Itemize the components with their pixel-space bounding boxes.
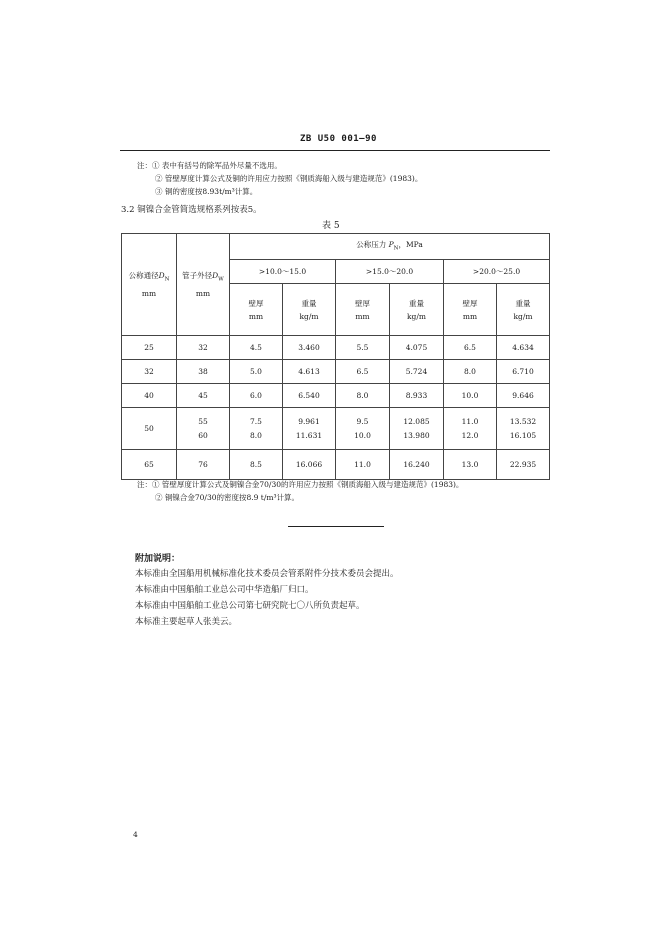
cell: 3.460 (283, 336, 336, 360)
page-number: 4 (133, 830, 138, 839)
cell-dw: 60 (177, 429, 230, 450)
cell: 9.5 (336, 408, 390, 429)
table-row (122, 336, 550, 360)
additional-notes-title: 附加说明： (135, 554, 181, 564)
cell: 4.5 (230, 336, 283, 360)
bottom-note-2: ② 铜镍合金70/30的密度按8.9 t/m³计算。 (155, 493, 299, 502)
cell-dw: 38 (177, 360, 230, 384)
cell: 11.0 (444, 408, 497, 429)
separator-rule (288, 526, 384, 527)
cell: 8.5 (230, 450, 283, 480)
cell: 12.0 (444, 429, 497, 450)
cell: 6.0 (230, 384, 283, 408)
additional-line-2: 本标准由中国船舶工业总公司中华造船厂归口。 (135, 585, 314, 595)
table-row (122, 360, 550, 384)
cell-dn: 40 (122, 384, 177, 408)
wall-header: 壁厚 mm (444, 284, 497, 336)
pressure-range-1: >10.0～15.0 (230, 260, 336, 284)
wall-header: 壁厚 mm (230, 284, 283, 336)
weight-header: 重量 kg/m (283, 284, 336, 336)
cell: 9.646 (497, 384, 550, 408)
cell-dw: 45 (177, 384, 230, 408)
cell: 9.961 (283, 408, 336, 429)
spec-table (121, 233, 550, 480)
additional-line-1: 本标准由全国船用机械标准化技术委员会管系附件分技术委员会提出。 (135, 569, 399, 579)
table-row (122, 450, 550, 480)
cell: 6.5 (444, 336, 497, 360)
cell: 8.0 (336, 384, 390, 408)
cell-dn: 32 (122, 360, 177, 384)
additional-line-4: 本标准主要起草人张美云。 (135, 617, 238, 627)
pressure-header: 公称压力 $P_N$，MPa (230, 234, 550, 260)
cell-dn: 25 (122, 336, 177, 360)
weight-header: 重量 kg/m (390, 284, 444, 336)
pressure-range-3: >20.0～25.0 (444, 260, 550, 284)
header-rule (120, 150, 550, 151)
cell-dw: 32 (177, 336, 230, 360)
cell: 6.540 (283, 384, 336, 408)
cell: 16.066 (283, 450, 336, 480)
top-note-2: ② 管壁厚度计算公式及铜的许用应力按照《钢质海船入级与建造规范》(1983)。 (155, 174, 423, 183)
bottom-note-1: 注：① 管壁厚度计算公式及铜镍合金70/30的许用应力按照《钢质海船入级与建造规范》(1983)。 (137, 480, 464, 489)
cell: 13.980 (390, 429, 444, 450)
top-note-1: 注：① 表中有括号的除军品外尽量不选用。 (137, 161, 282, 170)
cell: 12.085 (390, 408, 444, 429)
standard-number: ZB U50 001—90 (300, 134, 377, 144)
cell: 8.0 (444, 360, 497, 384)
cell-dw: 76 (177, 450, 230, 480)
cell: 8.933 (390, 384, 444, 408)
nominal-diameter-header: 公称通径$D_N$ mm (122, 234, 177, 336)
cell: 11.0 (336, 450, 390, 480)
top-note-3: ③ 铜的密度按8.93t/m³计算。 (155, 187, 258, 196)
cell: 16.240 (390, 450, 444, 480)
cell: 13.0 (444, 450, 497, 480)
table-caption: 表 5 (322, 221, 340, 231)
section-3-2: 3.2 铜镍合金管简选规格系列按表5。 (121, 205, 262, 215)
cell: 4.075 (390, 336, 444, 360)
table-row (122, 408, 550, 429)
table-row (122, 384, 550, 408)
cell: 11.631 (283, 429, 336, 450)
cell: 6.5 (336, 360, 390, 384)
cell: 6.710 (497, 360, 550, 384)
cell-dw: 55 (177, 408, 230, 429)
weight-header: 重量 kg/m (497, 284, 550, 336)
table-row (122, 429, 550, 450)
cell: 5.0 (230, 360, 283, 384)
cell-dn: 50 (122, 408, 177, 450)
cell: 10.0 (336, 429, 390, 450)
wall-header: 壁厚 mm (336, 284, 390, 336)
pressure-range-2: >15.0～20.0 (336, 260, 444, 284)
cell: 22.935 (497, 450, 550, 480)
cell: 8.0 (230, 429, 283, 450)
cell-dn: 65 (122, 450, 177, 480)
additional-line-3: 本标准由中国船舶工业总公司第七研究院七〇八所负责起草。 (135, 601, 365, 611)
outer-diameter-header: 管子外径$D_W$ mm (177, 234, 230, 336)
cell: 13.532 (497, 408, 550, 429)
header-row-pressure (122, 234, 550, 260)
cell: 5.5 (336, 336, 390, 360)
cell: 5.724 (390, 360, 444, 384)
cell: 7.5 (230, 408, 283, 429)
cell: 16.105 (497, 429, 550, 450)
cell: 10.0 (444, 384, 497, 408)
cell: 4.634 (497, 336, 550, 360)
cell: 4.613 (283, 360, 336, 384)
